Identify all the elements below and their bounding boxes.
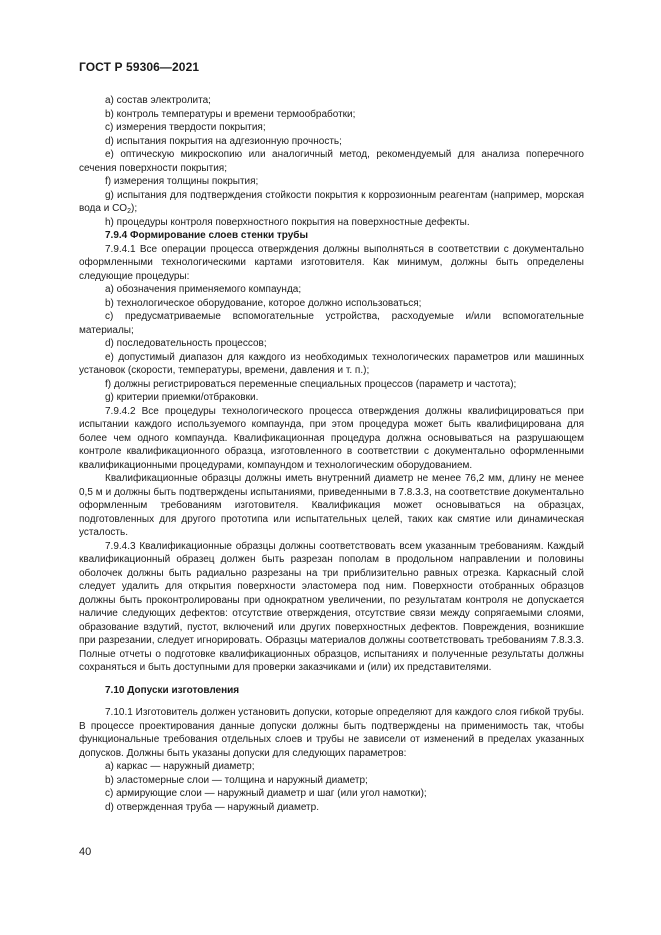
paragraph-7-9-4-2: 7.9.4.2 Все процедуры технологического процесса отверждения должны квалифицироваться при испытании каждого используемого компаунда, при этом процедура может быть квалифицирована для более чем одного компаунда. Квалификационная процедура должна основываться на разрушающем контроле квалификационного образца, изготовленного в соответствии с документально оформленными квалификационными процедурами, компаундом и технологическим оборудованием.: [79, 405, 584, 471]
list-item: d) испытания покрытия на адгезионную прочность;: [105, 135, 342, 147]
list-item: a) обозначения применяемого компаунда;: [105, 284, 302, 295]
list-item: d) отвержденная труба — наружный диаметр.: [105, 801, 319, 813]
list-item: f) измерения толщины покрытия;: [105, 176, 259, 187]
list-item: a) каркас — наружный диаметр;: [105, 761, 255, 772]
list-item: e) оптическую микроскопию или аналогичный метод, рекомендуемый для анализа поперечного сечения поверхности покрытия;: [79, 149, 584, 174]
list-item: a) состав электролита;: [105, 95, 211, 106]
list-item: b) технологическое оборудование, которое должно использоваться;: [105, 297, 422, 309]
list-item: b) эластомерные слои — толщина и наружный диаметр;: [105, 774, 368, 786]
list-item-g-text: g) испытания для подтверждения стойкости покрытия к коррозионным реагентам (например, морская вода и CO: [79, 189, 584, 214]
paragraph-7-9-4-1: 7.9.4.1 Все операции процесса отверждения должны выполняться в соответствии с документально оформленными технологическими картами изготовителя. Как минимум, должны быть определены следующие процедуры:: [79, 243, 584, 282]
list-item-g: [79, 189, 584, 216]
section-heading-7-10: 7.10 Допуски изготовления: [105, 684, 240, 696]
paragraph-7-10-1: 7.10.1 Изготовитель должен установить допуски, которые определяют для каждого слоя гибкой трубы. В процессе проектирования данные допуски должны быть подтверждены на применимость так, чтобы функциональные требования отдельных слоев и трубы не зависели от изменений в пределах указанных допусков. Должны быть указаны допуски для следующих параметров:: [79, 707, 584, 759]
list-item: c) предусматриваемые вспомогательные устройства, расходуемые и/или вспомогательные материалы;: [79, 311, 584, 336]
list-item: b) контроль температуры и времени термообработки;: [105, 108, 356, 120]
list-item: c) измерения твердости покрытия;: [105, 122, 266, 133]
list-item: c) армирующие слои — наружный диаметр и шаг (или угол намотки);: [105, 788, 427, 799]
list-item: h) процедуры контроля поверхностного покрытия на поверхностные дефекты.: [105, 216, 470, 228]
list-item: g) критерии приемки/отбраковки.: [105, 392, 259, 403]
subscript: 2: [127, 208, 131, 215]
page-number: 40: [79, 846, 92, 858]
paragraph-qualification: Квалификационные образцы должны иметь внутренний диаметр не менее 76,2 мм, длину не менее 0,5 м и должны быть подтверждены испытаниями, приведенными в 7.8.3.3, на соответствие документально оформленным требованиям изготовителя. Квалификация может основываться на образцах, подготовленных для другого прототипа или испытательных целей, таких как смятие или динамическая усталость.: [79, 473, 584, 538]
document-header: ГОСТ Р 59306—2021: [79, 60, 200, 74]
list-item: e) допустимый диапазон для каждого из необходимых технологических параметров или машинных установок (скорости, температуры, времени, давления и т. п.);: [79, 351, 584, 376]
list-item: f) должны регистрироваться переменные специальных процессов (параметр и частота);: [105, 378, 517, 390]
list-item-g-tail: );: [131, 203, 138, 214]
page-body: [79, 94, 584, 814]
section-heading-7-9-4: 7.9.4 Формирование слоев стенки трубы: [105, 230, 309, 241]
paragraph-7-9-4-3: 7.9.4.3 Квалификационные образцы должны соответствовать всем указанным требованиям. Каждый квалификационный образец должен быть разрезан пополам в продольном направлении и половины оболочек должны быть радиально разрезаны на три приблизительно равных отрезка. Каркасный слой следует удалить для открытия поверхности эластомера под ним. Поверхности отобранных образцов должны быть проконтролированы при однократном увеличении, по результатам контроля не допускается наличие следующих дефектов: отсутствие отверждения, отсутствие связи между сопрягаемыми слоями, образование вздутий, пустот, включений или других поверхностных дефектов. Повреждения, возникшие при разрезании, следует игнорировать. Образцы материалов должны соответствовать требованиям 7.8.3.3. Полные отчеты о подготовке квалификационных образцов, испытаниях и полученные результаты должны сохраняться и быть доступными для проверки заказчиками и (или) их представителями.: [79, 540, 584, 673]
list-item: d) последовательность процессов;: [105, 338, 267, 349]
